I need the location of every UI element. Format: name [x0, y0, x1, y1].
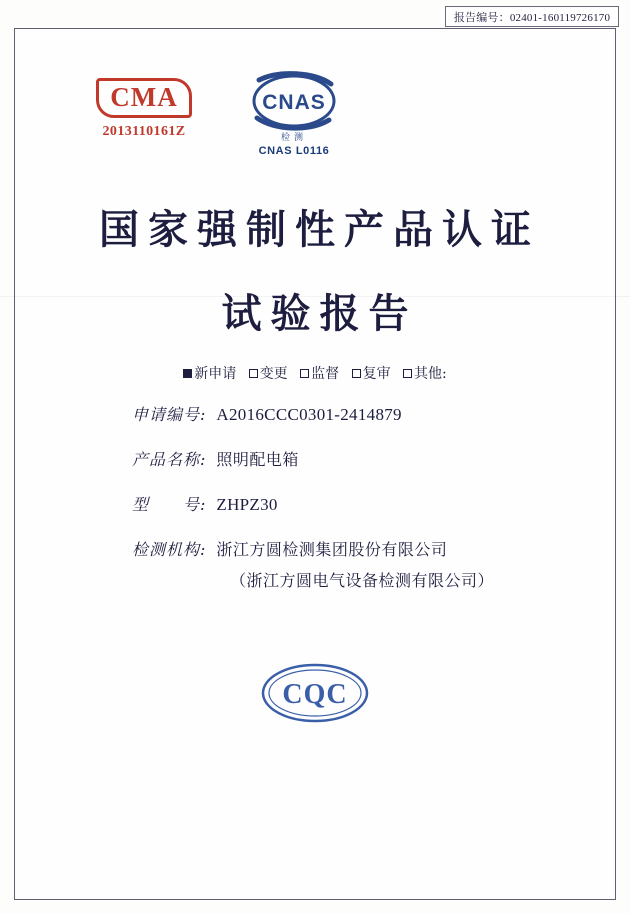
field-value-product-name: 照明配电箱: [216, 450, 299, 469]
cnas-swirl-icon: [239, 70, 349, 136]
field-row-testing-institution: [14, 537, 616, 560]
checkbox-icon-supervision[interactable]: [300, 369, 309, 378]
field-label-product-name: 产品名称:: [132, 450, 207, 469]
cnas-logo: [224, 70, 364, 157]
cqc-seal-container: [14, 662, 616, 729]
checkbox-label-review: 复审: [362, 366, 391, 382]
report-number-label: 报告编号：02401-160119726170: [453, 11, 611, 24]
checkbox-icon-change[interactable]: [249, 369, 258, 378]
report-number-box: [445, 6, 619, 27]
cqc-seal-icon: [260, 662, 370, 724]
field-row-model: [14, 492, 616, 515]
cma-letters: CMA: [110, 82, 178, 112]
accreditation-logos: [14, 70, 616, 170]
cnas-code: CNAS L0116: [258, 145, 330, 157]
checkbox-label-supervision: 监督: [311, 366, 340, 382]
cma-code: 2013110161Z: [102, 124, 186, 139]
field-value-testing-institution: 浙江方圆检测集团股份有限公司: [216, 540, 448, 559]
field-label-model: 型 号:: [132, 495, 207, 514]
cnas-mark-icon: [239, 70, 349, 136]
document-title-line1: 国家强制性产品认证: [99, 206, 540, 253]
cnas-sub-label: 检测: [280, 132, 307, 142]
document-title-line2: 试验报告: [221, 290, 418, 337]
checkbox-icon-other[interactable]: [403, 369, 412, 378]
cma-logo: [89, 78, 199, 140]
svg-text:CQC: CQC: [282, 679, 348, 710]
cqc-seal-svg: [260, 662, 370, 724]
testing-institution-second-line: （浙江方圆电气设备检测有限公司）: [230, 571, 495, 590]
checkbox-option-review[interactable]: [352, 363, 391, 383]
checkbox-icon-review[interactable]: [352, 369, 361, 378]
cma-mark-icon: [96, 78, 192, 118]
checkbox-label-other: 其他:: [414, 366, 447, 382]
checkbox-label-change: 变更: [259, 366, 288, 382]
field-list: [14, 402, 616, 611]
field-value-model: ZHPZ30: [216, 495, 278, 514]
checkbox-option-other[interactable]: [403, 363, 447, 383]
checkbox-label-new: 新申请: [194, 366, 237, 382]
checkbox-option-supervision[interactable]: [300, 363, 339, 383]
field-value-application-no: A2016CCC0301-2414879: [216, 405, 402, 424]
application-type-row: [14, 363, 616, 383]
checkbox-option-change[interactable]: [249, 363, 288, 383]
field-label-testing-institution: 检测机构:: [132, 540, 207, 559]
field-label-application-no: 申请编号:: [132, 405, 207, 424]
checkbox-option-new[interactable]: [183, 363, 236, 383]
svg-text:CNAS: CNAS: [262, 91, 326, 114]
field-row-application-no: [14, 402, 616, 425]
field-row-product-name: [14, 447, 616, 470]
checkbox-icon-new[interactable]: [183, 369, 192, 378]
